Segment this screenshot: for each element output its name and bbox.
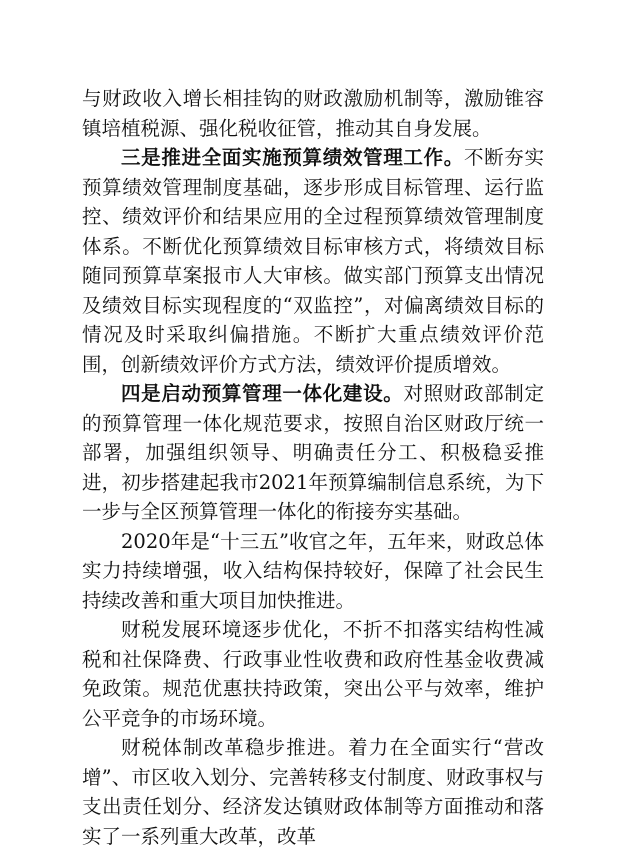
paragraph-budget-performance — [82, 143, 544, 379]
paragraph-fiscal-reform — [82, 733, 544, 851]
document-page — [82, 84, 544, 851]
paragraph-text: 不断夯实预算绩效管理制度基础，逐步形成目标管理、运行监控、绩效评价和结果应用的全过程预算绩效管理制度体系。不断优化预算绩效目标审核方式，将绩效目标随同预算草案报市人大审核。做实部门预算支出情况及绩效目标实现程度的“双监控”，对偏离绩效目标的情况及时采取纠偏措施。不断扩大重点绩效评价范围，创新绩效评价方式方法，绩效评价提质增效。 — [82, 146, 544, 376]
paragraph-heading: 三是推进全面实施预算绩效管理工作。 — [121, 146, 464, 169]
paragraph-budget-integration — [82, 379, 544, 527]
paragraph-text: 2020年是“十三五”收官之年，五年来，财政总体实力持续增强，收入结构保持较好，保障了社会民生持续改善和重大项目加快推进。 — [82, 529, 544, 612]
paragraph-text: 财税体制改革稳步推进。着力在全面实行“营改增”、市区收入划分、完善转移支付制度、财政事权与支出责任划分、经济发达镇财政体制等方面推动和落实了一系列重大改革，改革 — [82, 736, 544, 848]
paragraph-continuation — [82, 84, 544, 143]
paragraph-text: 财税发展环境逐步优化，不折不扣落实结构性减税和社保降费、行政事业性收费和政府性基金收费减免政策。规范优惠扶持政策，突出公平与效率，维护公平竞争的市场环境。 — [82, 618, 544, 730]
paragraph-text: 与财政收入增长相挂钩的财政激励机制等，激励锥容镇培植税源、强化税收征管，推动其自身发展。 — [82, 87, 544, 140]
paragraph-tax-environment — [82, 615, 544, 733]
paragraph-heading: 四是启动预算管理一体化建设。 — [121, 382, 404, 405]
paragraph-text: 对照财政部制定的预算管理一体化规范要求，按照自治区财政厅统一部署，加强组织领导、明确责任分工、积极稳妥推进，初步搭建起我市2021年预算编制信息系统，为下一步与全区预算管理一体化的衔接夯实基础。 — [82, 382, 544, 523]
paragraph-2020-summary — [82, 527, 544, 616]
